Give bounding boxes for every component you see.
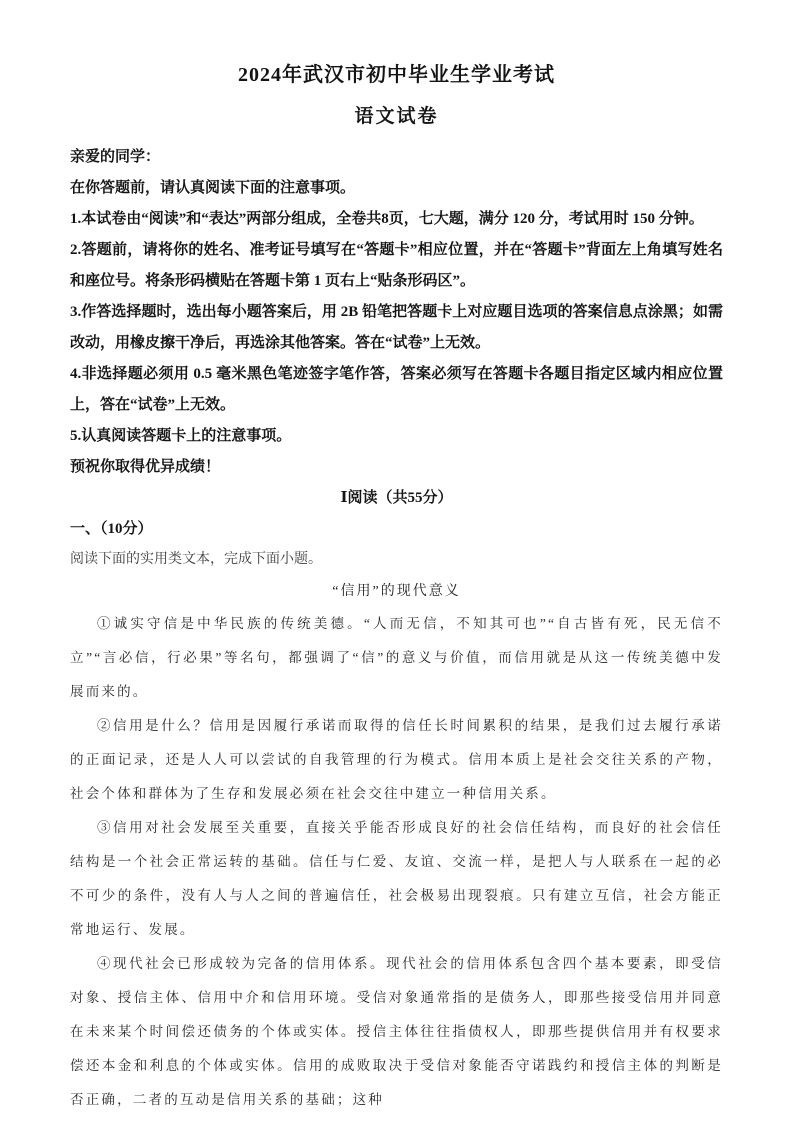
notice-item-5: 5.认真阅读答题卡上的注意事项。 xyxy=(70,428,292,444)
reading-essay xyxy=(70,576,723,1117)
essay-paragraph-2: ②信用是什么？信用是因履行承诺而取得的信任长时间累积的结果，是我们过去履行承诺的正面记录，还是人人可以尝试的自我管理的行为模式。信用本质上是社会交往关系的产物，社会个体和群体为了生存和发展必须在社会交往中建立一种信用关系。 xyxy=(70,718,723,801)
essay-paragraph-1: ①诚实守信是中华民族的传统美德。“人而无信，不知其可也”“自古皆有死，民无信不立”“言必信，行必果”等名句，都强调了“信”的意义与价值，而信用就是从这一传统美德中发展而来的。 xyxy=(70,616,723,699)
notice-closing: 预祝你取得优异成绩！ xyxy=(70,459,221,475)
essay-paragraph-4: ④现代社会已形成较为完备的信用体系。现代社会的信用体系包含四个基本要素，即受信对象、授信主体、信用中介和信用环境。受信对象通常指的是债务人，即那些接受信用并同意在未来某个时间偿还债务的个体或实体。授信主体往往指债权人，即那些提供信用并有权要求偿还本金和利息的个体或实体。信用的成败取决于受信对象能否守诺践约和授信主体的判断是否正确，二者的互动是信用关系的基础；这种 xyxy=(70,956,723,1107)
notice-intro: 在你答题前，请认真阅读下面的注意事项。 xyxy=(70,180,356,196)
part-one-instruction: 阅读下面的实用类文本，完成下面小题。 xyxy=(70,552,322,567)
notice-section xyxy=(70,142,723,483)
essay-paragraph-3: ③信用对社会发展至关重要，直接关乎能否形成良好的社会信任结构，而良好的社会信任结构是一个社会正常运转的基础。信任与仁爱、友谊、交流一样，是把人与人联系在一起的必不可少的条件，没有人与人之间的普遍信任，社会极易出现裂痕。只有建立互信，社会方能正常地运行、发展。 xyxy=(70,820,723,937)
notice-item-4: 4.非选择题必须用 0.5 毫米黑色笔迹签字笔作答，答案必须写在答题卡各题目指定区域内相应位置上，答在“试卷”上无效。 xyxy=(70,366,723,413)
notice-item-2: 2.答题前，请将你的姓名、准考证号填写在“答题卡”相应位置，并在“答题卡”背面左上角填写姓名和座位号。将条形码横贴在答题卡第 1 页右上“贴条形码区”。 xyxy=(70,242,723,289)
part-one-heading: 一、（10分） xyxy=(70,521,153,537)
notice-salutation: 亲爱的同学： xyxy=(70,149,161,165)
essay-title: “信用”的现代意义 xyxy=(332,584,461,599)
section-heading-reading: Ⅰ阅读（共55分） xyxy=(340,490,453,506)
exam-subtitle: 语文试卷 xyxy=(354,106,439,127)
exam-title: 2024年武汉市初中毕业生学业考试 xyxy=(238,64,555,86)
notice-item-3: 3.作答选择题时，选出每小题答案后，用 2B 铅笔把答题卡上对应题目选项的答案信息点涂黑；如需改动，用橡皮擦干净后，再选涂其他答案。答在“试卷”上无效。 xyxy=(70,304,723,351)
notice-item-1: 1.本试卷由“阅读”和“表达”两部分组成，全卷共8页，七大题，满分 120 分，考试用时 150 分钟。 xyxy=(70,211,704,227)
